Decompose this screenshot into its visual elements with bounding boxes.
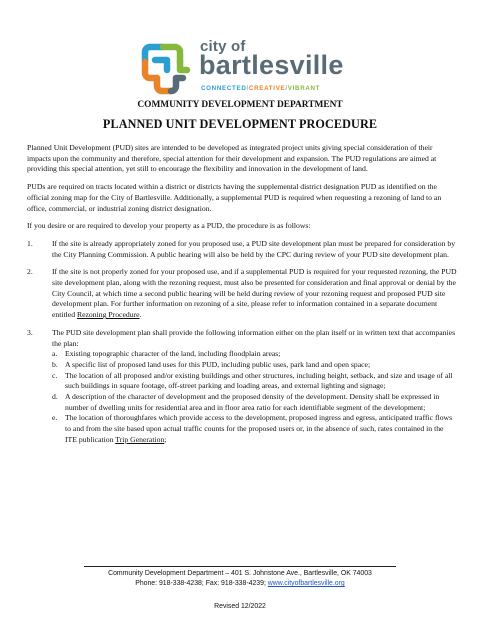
rezoning-procedure-link[interactable]: Rezoning Procedure <box>76 310 140 320</box>
document-body <box>27 143 457 453</box>
requirement-item <box>52 413 457 445</box>
requirement-text-end: ; <box>164 434 167 444</box>
plan-requirements-list <box>52 349 457 445</box>
requirement-paragraph: PUDs are required on tracts located within a district or districts having the supplemental district designation PUD as identified on the official zoning map for the City of Bartlesville. Additionally, a supplemental PUD is required when requesting a rezoning of land to an office, commercial, or industrial zoning district designation. <box>27 182 442 213</box>
document-title: PLANNED UNIT DEVELOPMENT PROCEDURE <box>102 117 378 131</box>
step-text: If the site is not properly zoned for your proposed use, and if a supplemental PUD is required for your requested rezoning, the PUD site development plan, along with the rezoning request, must also be presented for consideration and final approval or denial by the City Council, at which time a second public hearing will be held during review of your rezoning request and proposed PUD site development plan. For further information on rezoning of a site, please refer to information contained in a separate document entitled <box>52 267 457 320</box>
requirement-letter: a. <box>52 349 58 359</box>
step-text: If the site is already appropriately zoned for you proposed use, a PUD site development plan must be prepared for consideration by the City Planning Commission. A public hearing will also be held by the CPC during review of your PUD site development plan. <box>52 238 456 259</box>
tagline-separator: / <box>285 85 288 92</box>
step-text-end: . <box>139 310 142 320</box>
requirement-letter: e. <box>52 413 58 423</box>
step-number: 3. <box>27 327 33 337</box>
logo-tagline <box>201 85 320 92</box>
intro-paragraph: Planned Unit Development (PUD) sites are intended to be developed as integrated project units giving special consideration of their impacts upon the community and therefore, special attention for their development and expansion. The PUD regulations are aimed at providing this special attention, yet still to encourage the flexibility and innovation in the development of land. <box>27 143 437 174</box>
requirement-letter: b. <box>52 359 58 369</box>
step-text: The PUD site development plan shall provide the following information either on the plan itself or in written text that accompanies the plan: <box>52 327 456 348</box>
procedure-step <box>27 239 457 260</box>
city-logo <box>137 36 347 98</box>
requirement-item <box>52 392 457 413</box>
footer-address: Community Development Department – 401 S. Johnstone Ave., Bartlesville, OK 74003 <box>108 570 372 577</box>
requirement-text: Existing topographic character of the land, including floodplain areas; <box>65 349 281 359</box>
tagline-creative: CREATIVE <box>248 85 286 92</box>
procedure-steps <box>27 239 457 446</box>
tagline-vibrant: VIBRANT <box>287 85 321 92</box>
trip-generation-link[interactable]: Trip Generation <box>115 434 165 444</box>
requirement-letter: c. <box>52 370 58 380</box>
footer-divider <box>84 566 396 567</box>
requirement-text: The location of all proposed and/or existing buildings and other structures, including height, setback, and size and usage of all such buildings in square footage, off-street parking and loading areas, and external lighting and signage; <box>65 370 453 391</box>
revision-date: Revised 12/2022 <box>214 603 266 610</box>
step-number: 1. <box>27 238 33 248</box>
procedure-intro: If you desire or are required to develop your property as a PUD, the procedure is as follows: <box>27 221 311 231</box>
footer-phone-fax: Phone: 918-338-4238; Fax: 918-338-4239; <box>135 580 268 587</box>
tagline-connected: CONNECTED <box>201 85 247 92</box>
step-number: 2. <box>27 267 33 277</box>
procedure-step <box>27 267 457 321</box>
requirement-item <box>52 360 457 371</box>
tagline-separator: / <box>246 85 249 92</box>
logo-city-name: bartlesville <box>199 50 344 80</box>
requirement-item <box>52 371 457 392</box>
requirement-text: The location of thoroughfares which provide access to the development, proposed ingress and egress, anticipated traffic flows to and from the site based upon actual traffic counts for the proposed users or, in the absence of such, rates contained in the ITE publication <box>65 413 453 444</box>
requirement-item <box>52 349 457 360</box>
requirement-letter: d. <box>52 392 58 402</box>
bartlesville-logo-mark-icon <box>137 40 193 96</box>
website-link[interactable]: www.cityofbartlesville.org <box>267 580 345 587</box>
footer-contact <box>0 579 480 589</box>
page-footer <box>0 569 480 589</box>
logo-city-of: city of <box>200 38 246 55</box>
requirement-text: A specific list of proposed land uses for this PUD, including public uses, park land and open space; <box>65 359 371 369</box>
requirement-text: A description of the character of development and the proposed density of the development. Density shall be expressed in number of dwelling units for residential area and in floor area ratio for each identifiable segment of the development; <box>65 392 440 412</box>
department-heading: COMMUNITY DEVELOPMENT DEPARTMENT <box>137 100 343 110</box>
procedure-step <box>27 328 457 446</box>
